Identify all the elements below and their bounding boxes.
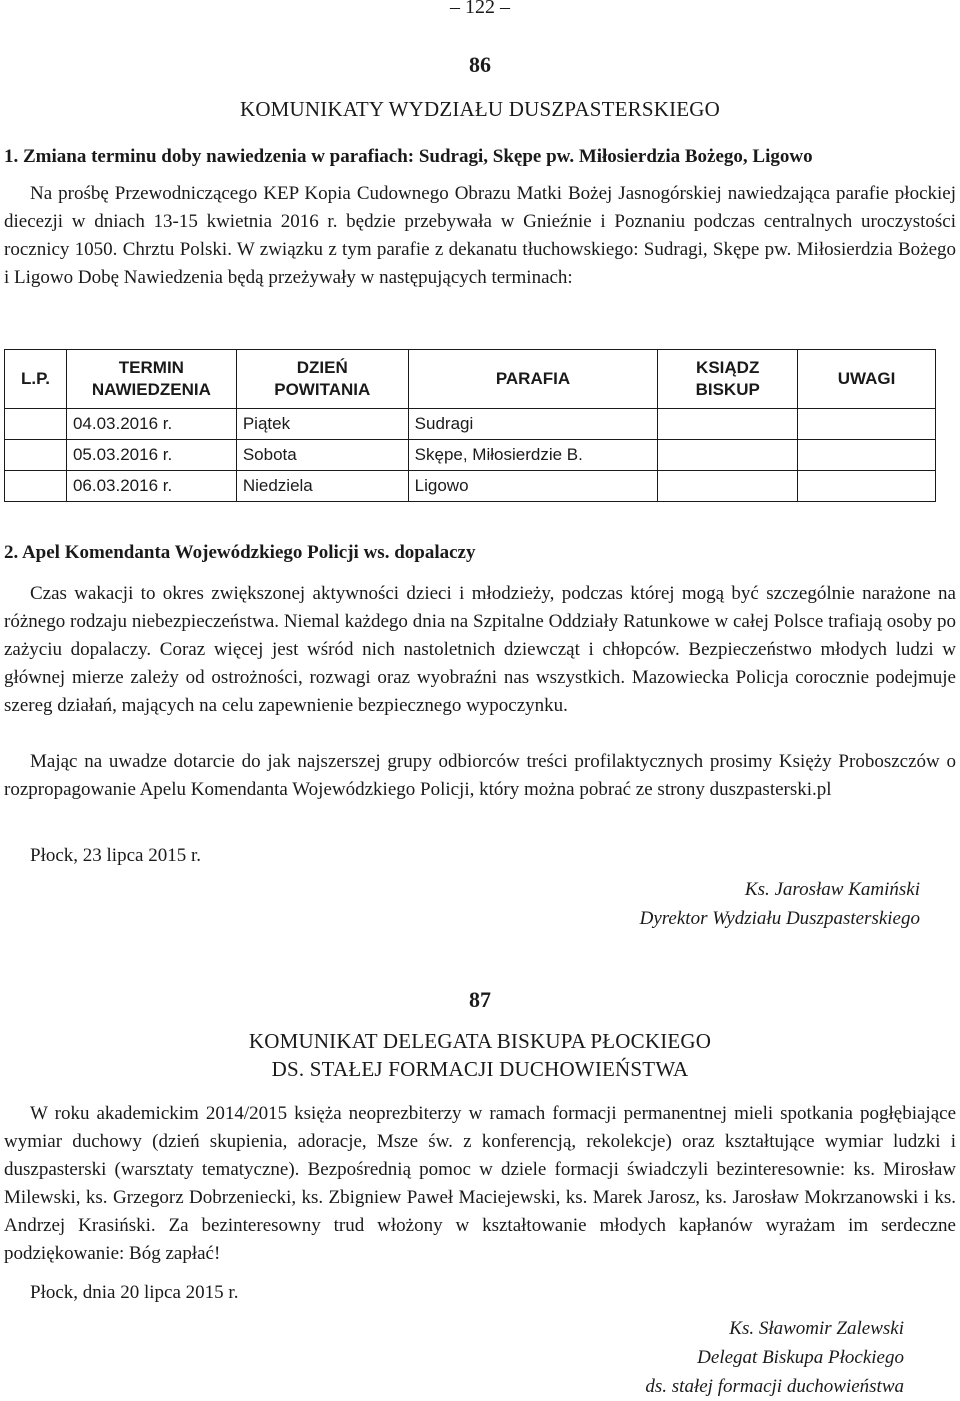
table-row [5, 471, 936, 502]
cell-ksiadz [658, 471, 798, 502]
signature-block-87 [645, 1314, 904, 1401]
place-date-87: Płock, dnia 20 lipca 2015 r. [30, 1282, 239, 1303]
cell-dzien: Sobota [236, 440, 408, 471]
cell-parafia: Skępe, Miłosierdzie B. [408, 440, 658, 471]
cell-ksiadz [658, 440, 798, 471]
header-dzien: DZIEŃ POWITANIA [236, 350, 408, 409]
cell-lp [5, 471, 67, 502]
table-row [5, 440, 936, 471]
cell-uwagi [798, 409, 936, 440]
page-number: – 122 – [450, 0, 510, 18]
section-2-title: 2. Apel Komendanta Wojewódzkiego Policji ws. dopalaczy [4, 542, 476, 563]
signature-title: Delegat Biskupa Płockiego [697, 1347, 904, 1368]
header-parafia: PARAFIA [408, 350, 658, 409]
header-termin: TERMIN NAWIEDZENIA [66, 350, 236, 409]
cell-parafia: Ligowo [408, 471, 658, 502]
cell-dzien: Piątek [236, 409, 408, 440]
section-1-title: 1. Zmiana terminu doby nawiedzenia w parafiach: Sudragi, Skępe pw. Miłosierdzia Bożego, Ligowo [4, 146, 813, 167]
document-heading-86: KOMUNIKATY WYDZIAŁU DUSZPASTERSKIEGO [239, 97, 721, 121]
signature-name: Ks. Jarosław Kamiński [744, 879, 920, 900]
header-ksiadz: KSIĄDZ BISKUP [658, 350, 798, 409]
document-heading-87-line-2: DS. STAŁEJ FORMACJI DUCHOWIEŃSTWA [271, 1057, 689, 1081]
table-row [5, 409, 936, 440]
signature-block-86 [640, 875, 920, 933]
cell-uwagi [798, 440, 936, 471]
header-lp: L.P. [5, 350, 67, 409]
signature-role: ds. stałej formacji duchowieństwa [645, 1376, 904, 1397]
cell-termin: 05.03.2016 r. [66, 440, 236, 471]
signature-title: Dyrektor Wydziału Duszpasterskiego [639, 908, 920, 929]
table-header-row [5, 350, 936, 409]
cell-lp [5, 409, 67, 440]
section-2-text-1: Czas wakacji to okres zwiększonej aktywności dzieci i młodzieży, podczas której mogą być szczególnie narażone na różnego rodzaju niebezpieczeństwa. Niemal każdego dnia na Szpitalne Oddziały Ratunkowe w całej Polsce trafiają osoby po zażyciu dopalaczy. Coraz więcej jest wśród nich nastoletnich dziewcząt i chłopców. Bezpieczeństwo młodych ludzi w głównej mierze zależy od ostrożności, rozwagi oraz wyobraźni nas wszystkich. Mazowiecka Policja corocznie podejmuje szereg działań, mających na celu zapewnienie bezpiecznego wypoczynku. [4, 583, 956, 716]
document-heading-87-line-1: KOMUNIKAT DELEGATA BISKUPA PŁOCKIEGO [248, 1029, 712, 1053]
cell-dzien: Niedziela [236, 471, 408, 502]
document-number-86: 86 [469, 52, 491, 77]
document-87-text: W roku akademickim 2014/2015 księża neoprezbiterzy w ramach formacji permanentnej mieli spotkania pogłębiające wymiar duchowy (dzień skupienia, adoracje, Msze św. z konferencją, rekolekcje) oraz kształtujące wymiar ludzki i duszpasterski (warsztaty tematyczne). Bezpośrednią pomoc w dziele formacji świadczyli bezinteresownie: ks. Mirosław Milewski, ks. Grzegorz Dobrzeniecki, ks. Zbigniew Paweł Maciejewski, ks. Marek Jarosz, ks. Jarosław Mokrzanowski i ks. Andrzej Krasiński. Za bezinteresowny trud włożony w kształtowanie młodych kapłanów wyrażam im serdeczne podziękowanie: Bóg zapłać! [4, 1103, 956, 1264]
signature-name: Ks. Sławomir Zalewski [729, 1318, 904, 1339]
visitation-schedule-table [4, 349, 936, 502]
cell-parafia: Sudragi [408, 409, 658, 440]
header-uwagi: UWAGI [798, 350, 936, 409]
cell-termin: 06.03.2016 r. [66, 471, 236, 502]
cell-uwagi [798, 471, 936, 502]
document-number-87: 87 [469, 987, 491, 1012]
cell-lp [5, 440, 67, 471]
place-date-86: Płock, 23 lipca 2015 r. [30, 845, 201, 866]
section-1-text: Na prośbę Przewodniczącego KEP Kopia Cudownego Obrazu Matki Bożej Jasnogórskiej nawiedzająca parafie płockiej diecezji w dniach 13-15 kwietnia 2016 r. będzie przebywała w Gnieźnie i Poznaniu podczas centralnych uroczystości rocznicy 1050. Chrztu Polski. W związku z tym parafie z dekanatu tłuchowskiego: Sudragi, Skępe pw. Miłosierdzia Bożego i Ligowo Dobę Nawiedzenia będą przeżywały w następujących terminach: [4, 183, 956, 288]
cell-termin: 04.03.2016 r. [66, 409, 236, 440]
section-2-text-2: Mając na uwadze dotarcie do jak najszerszej grupy odbiorców treści profilaktycznych prosimy Księży Proboszczów o rozpropagowanie Apelu Komendanta Wojewódzkiego Policji, który można pobrać ze strony duszpasterski.pl [4, 751, 956, 800]
cell-ksiadz [658, 409, 798, 440]
